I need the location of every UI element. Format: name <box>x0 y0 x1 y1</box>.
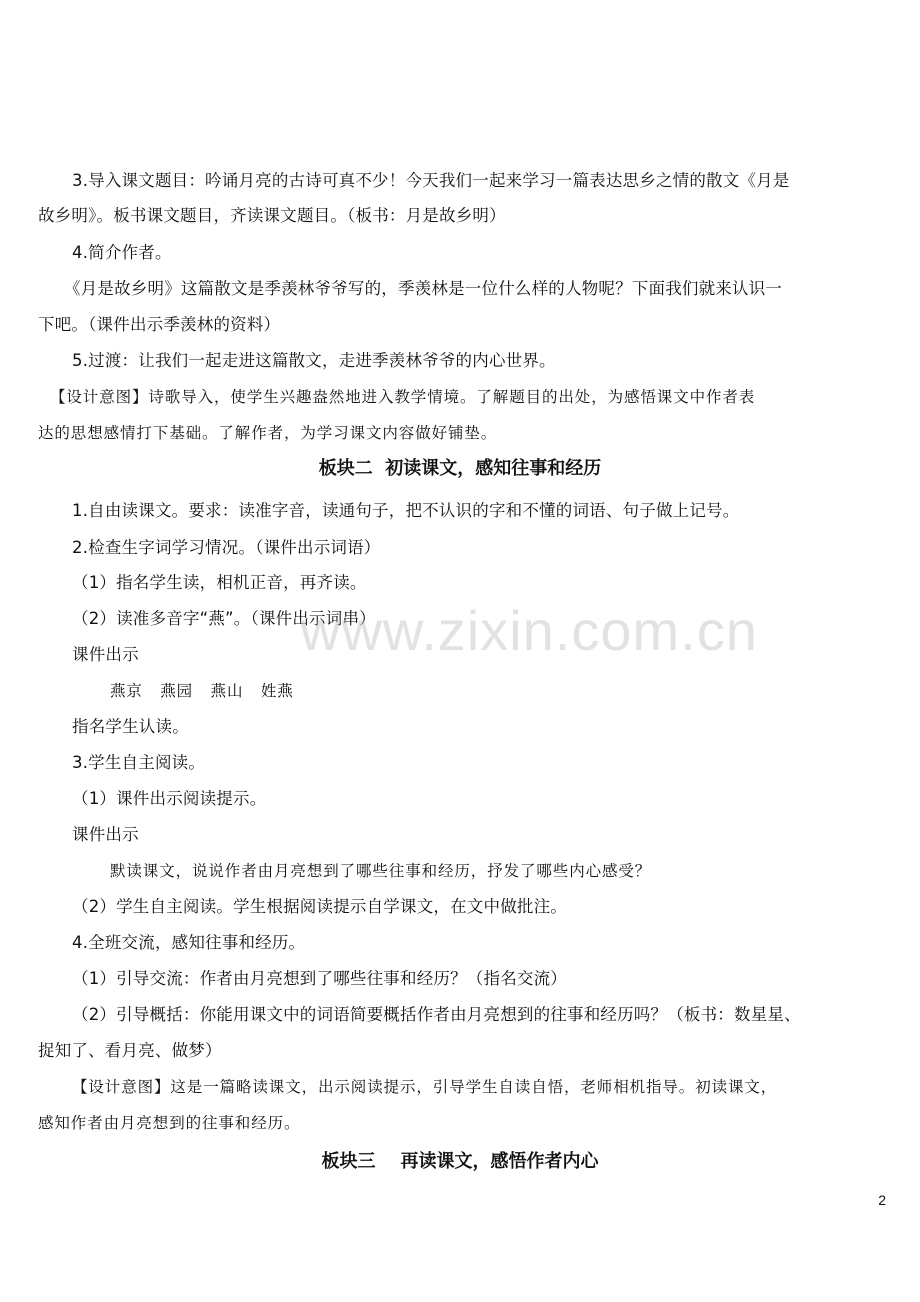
watermark: www.zixin.com.cn <box>300 599 758 662</box>
word-list: 燕京 燕园 燕山 姓燕 <box>110 682 294 700</box>
s2-item2-2: （2）读准多音字“燕”。（课件出示词串） <box>72 609 376 628</box>
item4-text: 4.简介作者。 <box>72 243 172 262</box>
item5-text: 5.过渡：让我们一起走进这篇散文，走进季羡林爷爷的内心世界。 <box>72 351 556 370</box>
s2-item3-1: （1）课件出示阅读提示。 <box>72 789 267 808</box>
section-heading-3: 板块三 再读课文，感悟作者内心 <box>321 1151 599 1172</box>
design-intent-2-line1: 【设计意图】这是一篇略读课文，出示阅读提示，引导学生自读自悟，老师相机指导。初读课文， <box>72 1078 778 1096</box>
design-intent-2-line2: 感知作者由月亮想到的往事和经历。 <box>38 1114 301 1132</box>
s2-item1: 1.自由读课文。要求：读准字音，读通句子，把不认识的字和不懂的词语、句子做上记号。 <box>72 501 740 520</box>
s2-item4: 4.全班交流，感知往事和经历。 <box>72 933 306 952</box>
courseware-label-2: 课件出示 <box>72 825 139 844</box>
design-intent-1-line1: 【设计意图】诗歌导入，使学生兴趣盎然地进入教学情境。了解题目的出处，为感悟课文中作者表 <box>50 388 756 406</box>
s2-item3: 3.学生自主阅读。 <box>72 753 206 772</box>
design-intent-1-line2: 达的思想感情打下基础。了解作者，为学习课文内容做好铺垫。 <box>38 424 498 442</box>
courseware-label-1: 课件出示 <box>72 645 139 664</box>
item3-line1: 3.导入课文题目：吟诵月亮的古诗可真不少！今天我们一起来学习一篇表达思乡之情的散文《月是 <box>72 171 790 190</box>
s2-item4-2-line1: （2）引导概括：你能用课文中的词语简要概括作者由月亮想到的往事和经历吗？（板书：数星星、 <box>72 1005 801 1024</box>
reading-prompt: 默读课文，说说作者由月亮想到了哪些往事和经历，抒发了哪些内心感受？ <box>110 862 652 880</box>
s2-item4-2-line2: 捉知了、看月亮、做梦） <box>38 1041 222 1060</box>
s2-item2: 2.检查生字词学习情况。（课件出示词语） <box>72 538 381 557</box>
s2-item4-1: （1）引导交流：作者由月亮想到了哪些往事和经历？（指名交流） <box>72 969 567 988</box>
intro-line2: 下吧。（课件出示季羡林的资料） <box>38 315 281 334</box>
intro-line1: 《月是故乡明》这篇散文是季羡林爷爷写的，季羡林是一位什么样的人物呢？下面我们就来认识一 <box>64 279 783 298</box>
page-number: 2 <box>878 1192 886 1208</box>
s2-item2-1: （1）指名学生读，相机正音，再齐读。 <box>72 573 367 592</box>
s2-item2-3: 指名学生认读。 <box>72 717 189 736</box>
item3-line2: 故乡明》。板书课文题目，齐读课文题目。（板书：月是故乡明） <box>38 206 506 225</box>
section-heading-2: 板块二 初读课文，感知往事和经历 <box>318 458 602 479</box>
s2-item3-2: （2）学生自主阅读。学生根据阅读提示自学课文，在文中做批注。 <box>72 897 567 916</box>
